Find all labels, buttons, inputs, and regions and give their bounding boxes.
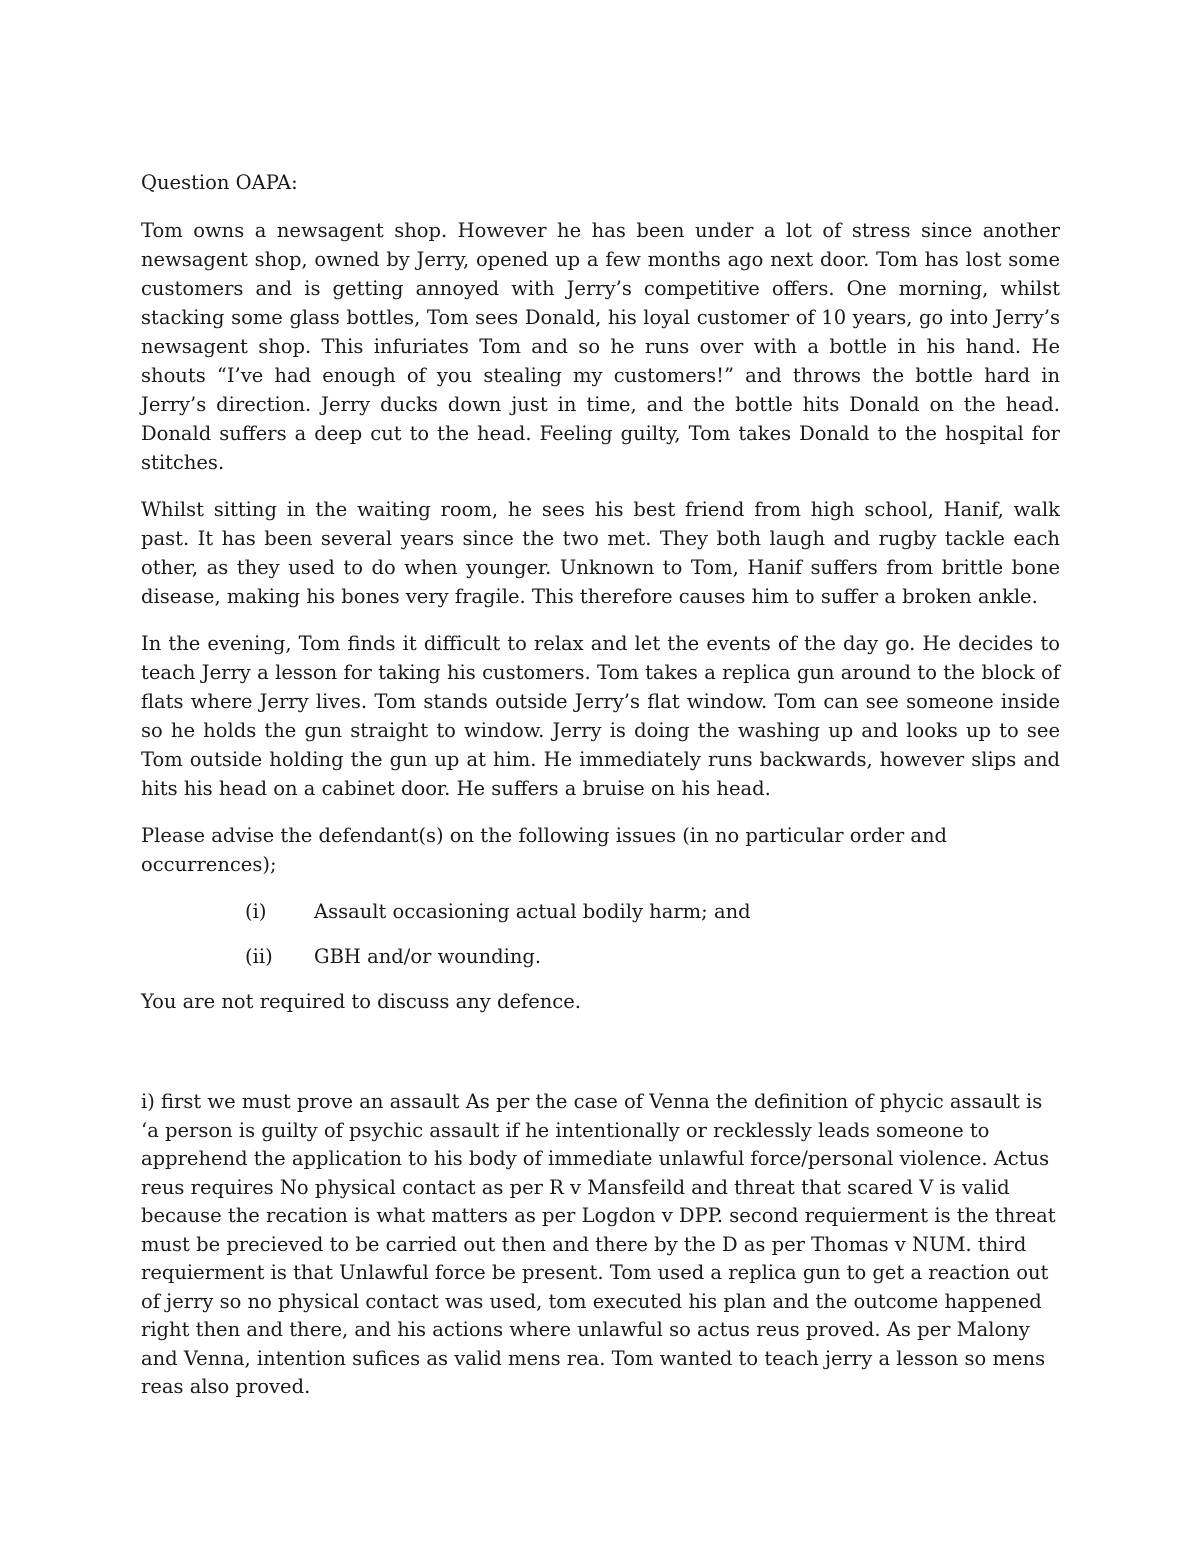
question-paragraph-1: Tom owns a newsagent shop. However he has been under a lot of stress since another newsagent shop, owned by Jerry, opened up a few months ago next door. Tom has lost some customers and is getting annoyed with Jerry’s competitive offers. One morning, whilst stacking some glass bottles, Tom sees Donald, his loyal customer of 10 years, go into Jerry’s newsagent shop. This infuriates Tom and so he runs over with a bottle in his hand. He shouts “I’ve had enough of you stealing my customers!” and throws the bottle hard in Jerry’s direction. Jerry ducks down just in time, and the bottle hits Donald on the head. Donald suffers a deep cut to the head. Feeling guilty, Tom takes Donald to the hospital for stitches. [141, 219, 1060, 474]
question-heading: Question OAPA: [141, 171, 298, 194]
advise-instruction: Please advise the defendant(s) on the following issues (in no particular order and occurrences); [141, 824, 948, 876]
issue-text: Assault occasioning actual bodily harm; and [314, 900, 751, 923]
issue-text: GBH and/or wounding. [314, 945, 542, 968]
issue-number: (ii) [245, 945, 273, 968]
issue-item [141, 942, 1060, 971]
defence-note: You are not required to discuss any defence. [141, 990, 581, 1013]
issue-number: (i) [245, 900, 267, 923]
question-paragraph-3: In the evening, Tom finds it difficult to relax and let the events of the day go. He decides to teach Jerry a lesson for taking his customers. Tom takes a replica gun around to the block of flats where Jerry lives. Tom stands outside Jerry’s flat window. Tom can see someone inside so he holds the gun straight to window. Jerry is doing the washing up and looks up to see Tom outside holding the gun up at him. He immediately runs backwards, however slips and hits his head on a cabinet door. He suffers a bruise on his head. [141, 632, 1060, 800]
issue-item [141, 897, 1060, 926]
issues-list [141, 897, 1060, 971]
answer-paragraph: i) first we must prove an assault As per the case of Venna the definition of phycic assault is ‘a person is guilty of psychic assault if he intentionally or recklessly leads someone to apprehend the application to his body of immediate unlawful force/personal violence. Actus reus requires No physical contact as per R v Mansfeild and threat that scared V is valid because the recation is what matters as per Logdon v DPP. second requierment is the threat must be precieved to be carried out then and there by the D as per Thomas v NUM. third requierment is that Unlawful force be present. Tom used a replica gun to get a reaction out of jerry so no physical contact was used, tom executed his plan and the outcome happened right then and there, and his actions where unlawful so actus reus proved. As per Malony and Venna, intention sufices as valid mens rea. Tom wanted to teach jerry a lesson so mens reas also proved. [141, 1090, 1056, 1398]
question-paragraph-2: Whilst sitting in the waiting room, he sees his best friend from high school, Hanif, walk past. It has been several years since the two met. They both laugh and rugby tackle each other, as they used to do when younger. Unknown to Tom, Hanif suffers from brittle bone disease, making his bones very fragile. This therefore causes him to suffer a broken ankle. [141, 498, 1060, 608]
document-body [141, 168, 1060, 1421]
